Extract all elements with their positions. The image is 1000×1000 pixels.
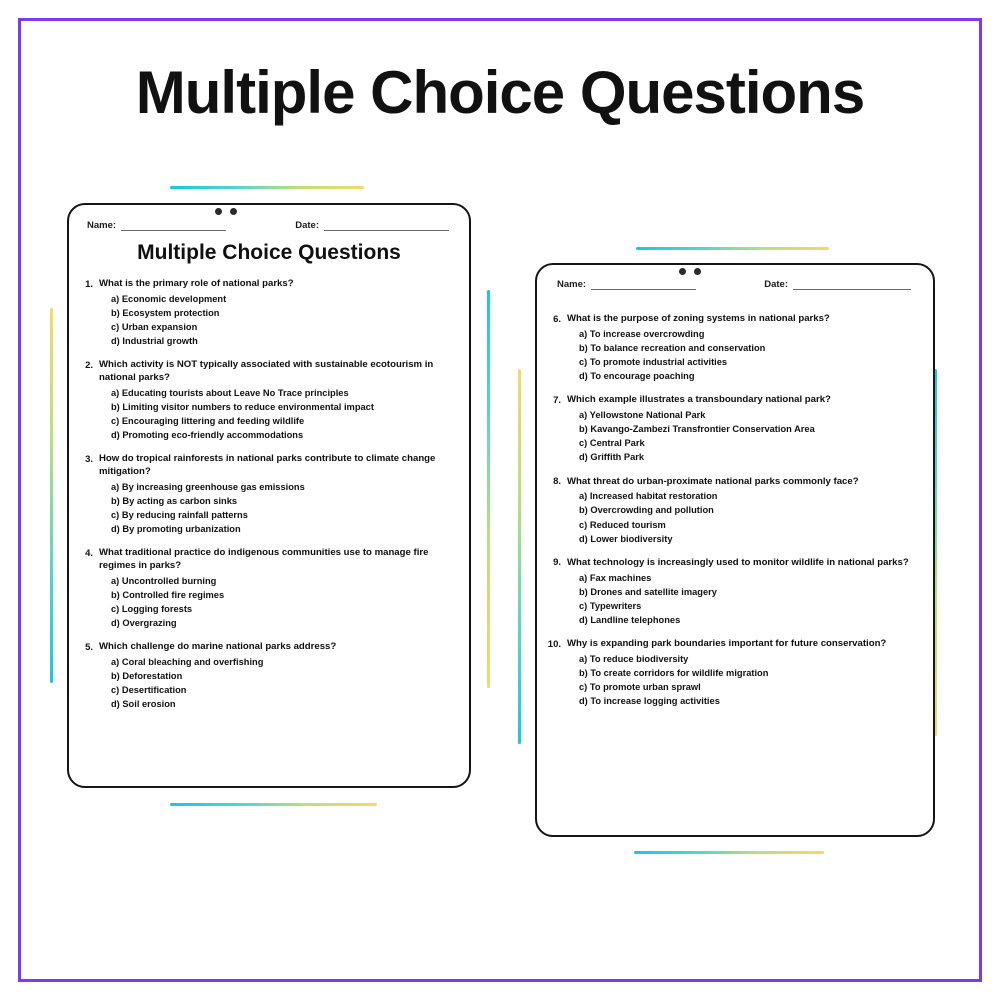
sheet-title: Multiple Choice Questions (137, 241, 401, 264)
question-text: Which challenge do marine national parks address? (99, 641, 337, 653)
question-text: What technology is increasingly used to monitor wildlife in national parks? (567, 556, 909, 568)
option-a[interactable]: a) To increase overcrowding (579, 328, 705, 339)
option-d[interactable]: d) Industrial growth (111, 336, 198, 347)
decor-bar-left-vertical (50, 308, 53, 683)
option-d[interactable]: d) Landline telephones (579, 614, 681, 625)
name-date-row-2 (557, 279, 911, 290)
binder-notch-icon (694, 268, 701, 275)
question-text: What is the primary role of national parks? (99, 278, 294, 289)
decor-bar-top-left (170, 186, 364, 189)
option-d[interactable]: d) To increase logging activities (579, 696, 720, 707)
option-b[interactable]: b) Kavango-Zambezi Transfrontier Conservation Area (579, 424, 815, 435)
option-list (579, 408, 925, 465)
option-b[interactable]: b) Drones and satellite imagery (579, 586, 717, 597)
option-c[interactable]: c) To promote urban sprawl (579, 682, 701, 692)
option-d[interactable]: d) By promoting urbanization (111, 524, 241, 535)
question-text: What threat do urban-proximate national parks commonly face? (567, 475, 859, 487)
option-b[interactable]: b) Controlled fire regimes (111, 589, 225, 600)
name-label: Name: (557, 279, 587, 290)
decor-bar-left-vertical-2 (518, 369, 521, 744)
question-text: Why is expanding park boundaries important for future conservation? (567, 638, 887, 649)
question-item (545, 638, 925, 708)
question-text: What is the purpose of zoning systems in national parks? (567, 313, 830, 324)
option-b[interactable]: b) Deforestation (111, 671, 183, 682)
option-d[interactable]: d) Promoting eco-friendly accommodations (111, 430, 304, 441)
question-item (77, 641, 461, 711)
decor-bar-right-vertical-1 (487, 290, 490, 688)
question-number: 4. (85, 547, 93, 559)
question-number: 8. (553, 476, 561, 487)
name-date-row-1 (87, 220, 449, 231)
question-item (545, 476, 925, 546)
date-input[interactable] (324, 220, 449, 231)
question-item (77, 278, 461, 348)
question-item (77, 359, 461, 442)
worksheet-sheet-1 (67, 203, 471, 788)
option-c[interactable]: c) Desertification (111, 685, 187, 696)
option-a[interactable]: a) By increasing greenhouse gas emissions (111, 481, 305, 492)
option-a[interactable]: a) Educating tourists about Leave No Trace principles (111, 387, 349, 398)
option-d[interactable]: d) Lower biodiversity (579, 533, 673, 544)
option-a[interactable]: a) To reduce biodiversity (579, 653, 689, 664)
option-a[interactable]: a) Fax machines (579, 572, 652, 583)
option-a[interactable]: a) Economic development (111, 293, 227, 304)
date-label: Date: (764, 279, 788, 290)
option-c[interactable]: c) Encouraging littering and feeding wildlife (111, 416, 305, 426)
decor-bar-bottom-right (634, 851, 824, 854)
question-list-1 (77, 278, 461, 723)
worksheet-sheet-2 (535, 263, 935, 837)
option-c[interactable]: c) Urban expansion (111, 322, 198, 332)
name-label: Name: (87, 220, 117, 231)
option-b[interactable]: b) Ecosystem protection (111, 307, 220, 318)
decor-bar-bottom-left (170, 803, 377, 806)
question-text: How do tropical rainforests in national parks contribute to climate change mitigation? (99, 453, 436, 477)
option-list (111, 480, 461, 537)
option-list (579, 489, 925, 546)
option-list (111, 574, 461, 631)
option-list (579, 327, 925, 384)
question-item (545, 557, 925, 627)
binder-notch-icon (679, 268, 686, 275)
option-list (111, 292, 461, 349)
question-item (545, 313, 925, 383)
question-number: 1. (85, 278, 93, 290)
question-text: What traditional practice do indigenous communities use to manage fire regimes in parks? (99, 547, 429, 571)
binder-notch-icon (215, 208, 222, 215)
question-number: 7. (553, 394, 561, 406)
option-d[interactable]: d) To encourage poaching (579, 371, 695, 382)
option-b[interactable]: b) By acting as carbon sinks (111, 495, 238, 506)
question-number: 6. (553, 313, 561, 325)
option-b[interactable]: b) To balance recreation and conservation (579, 342, 766, 353)
option-b[interactable]: b) Limiting visitor numbers to reduce environmental impact (111, 401, 374, 412)
option-list (579, 571, 925, 628)
question-text: Which example illustrates a transboundary national park? (567, 394, 831, 406)
date-label: Date: (295, 220, 319, 231)
option-c[interactable]: c) Logging forests (111, 604, 193, 614)
question-item (545, 394, 925, 464)
option-d[interactable]: d) Griffith Park (579, 452, 645, 463)
question-list-2 (545, 313, 925, 719)
question-number: 10. (547, 638, 561, 650)
question-number: 9. (553, 557, 561, 569)
option-c[interactable]: c) To promote industrial activities (579, 357, 728, 367)
option-a[interactable]: a) Uncontrolled burning (111, 575, 217, 586)
question-text: Which activity is NOT typically associated with sustainable ecotourism in national parks? (99, 359, 434, 383)
question-item (77, 453, 461, 536)
option-a[interactable]: a) Coral bleaching and overfishing (111, 657, 264, 667)
option-a[interactable]: a) Increased habitat restoration (579, 491, 718, 502)
option-list (111, 386, 461, 443)
question-item (77, 547, 461, 630)
option-c[interactable]: c) Central Park (579, 438, 645, 449)
question-number: 2. (85, 359, 93, 371)
option-list (111, 655, 461, 712)
date-input[interactable] (793, 279, 911, 290)
option-b[interactable]: b) Overcrowding and pollution (579, 505, 714, 516)
option-d[interactable]: d) Soil erosion (111, 699, 176, 710)
option-d[interactable]: d) Overgrazing (111, 618, 177, 629)
name-input[interactable] (591, 279, 696, 290)
name-input[interactable] (121, 220, 226, 231)
page-title: Multiple Choice Questions (135, 59, 865, 126)
decor-bar-top-right (636, 247, 829, 250)
option-c[interactable]: c) Typewriters (579, 600, 642, 611)
option-list (579, 652, 925, 709)
option-c[interactable]: c) Reduced tourism (579, 519, 666, 530)
option-a[interactable]: a) Yellowstone National Park (579, 410, 706, 420)
question-number: 3. (85, 453, 93, 465)
binder-notch-icon (230, 208, 237, 215)
option-c[interactable]: c) By reducing rainfall patterns (111, 510, 248, 520)
option-b[interactable]: b) To create corridors for wildlife migration (579, 667, 769, 678)
question-number: 5. (85, 641, 93, 653)
